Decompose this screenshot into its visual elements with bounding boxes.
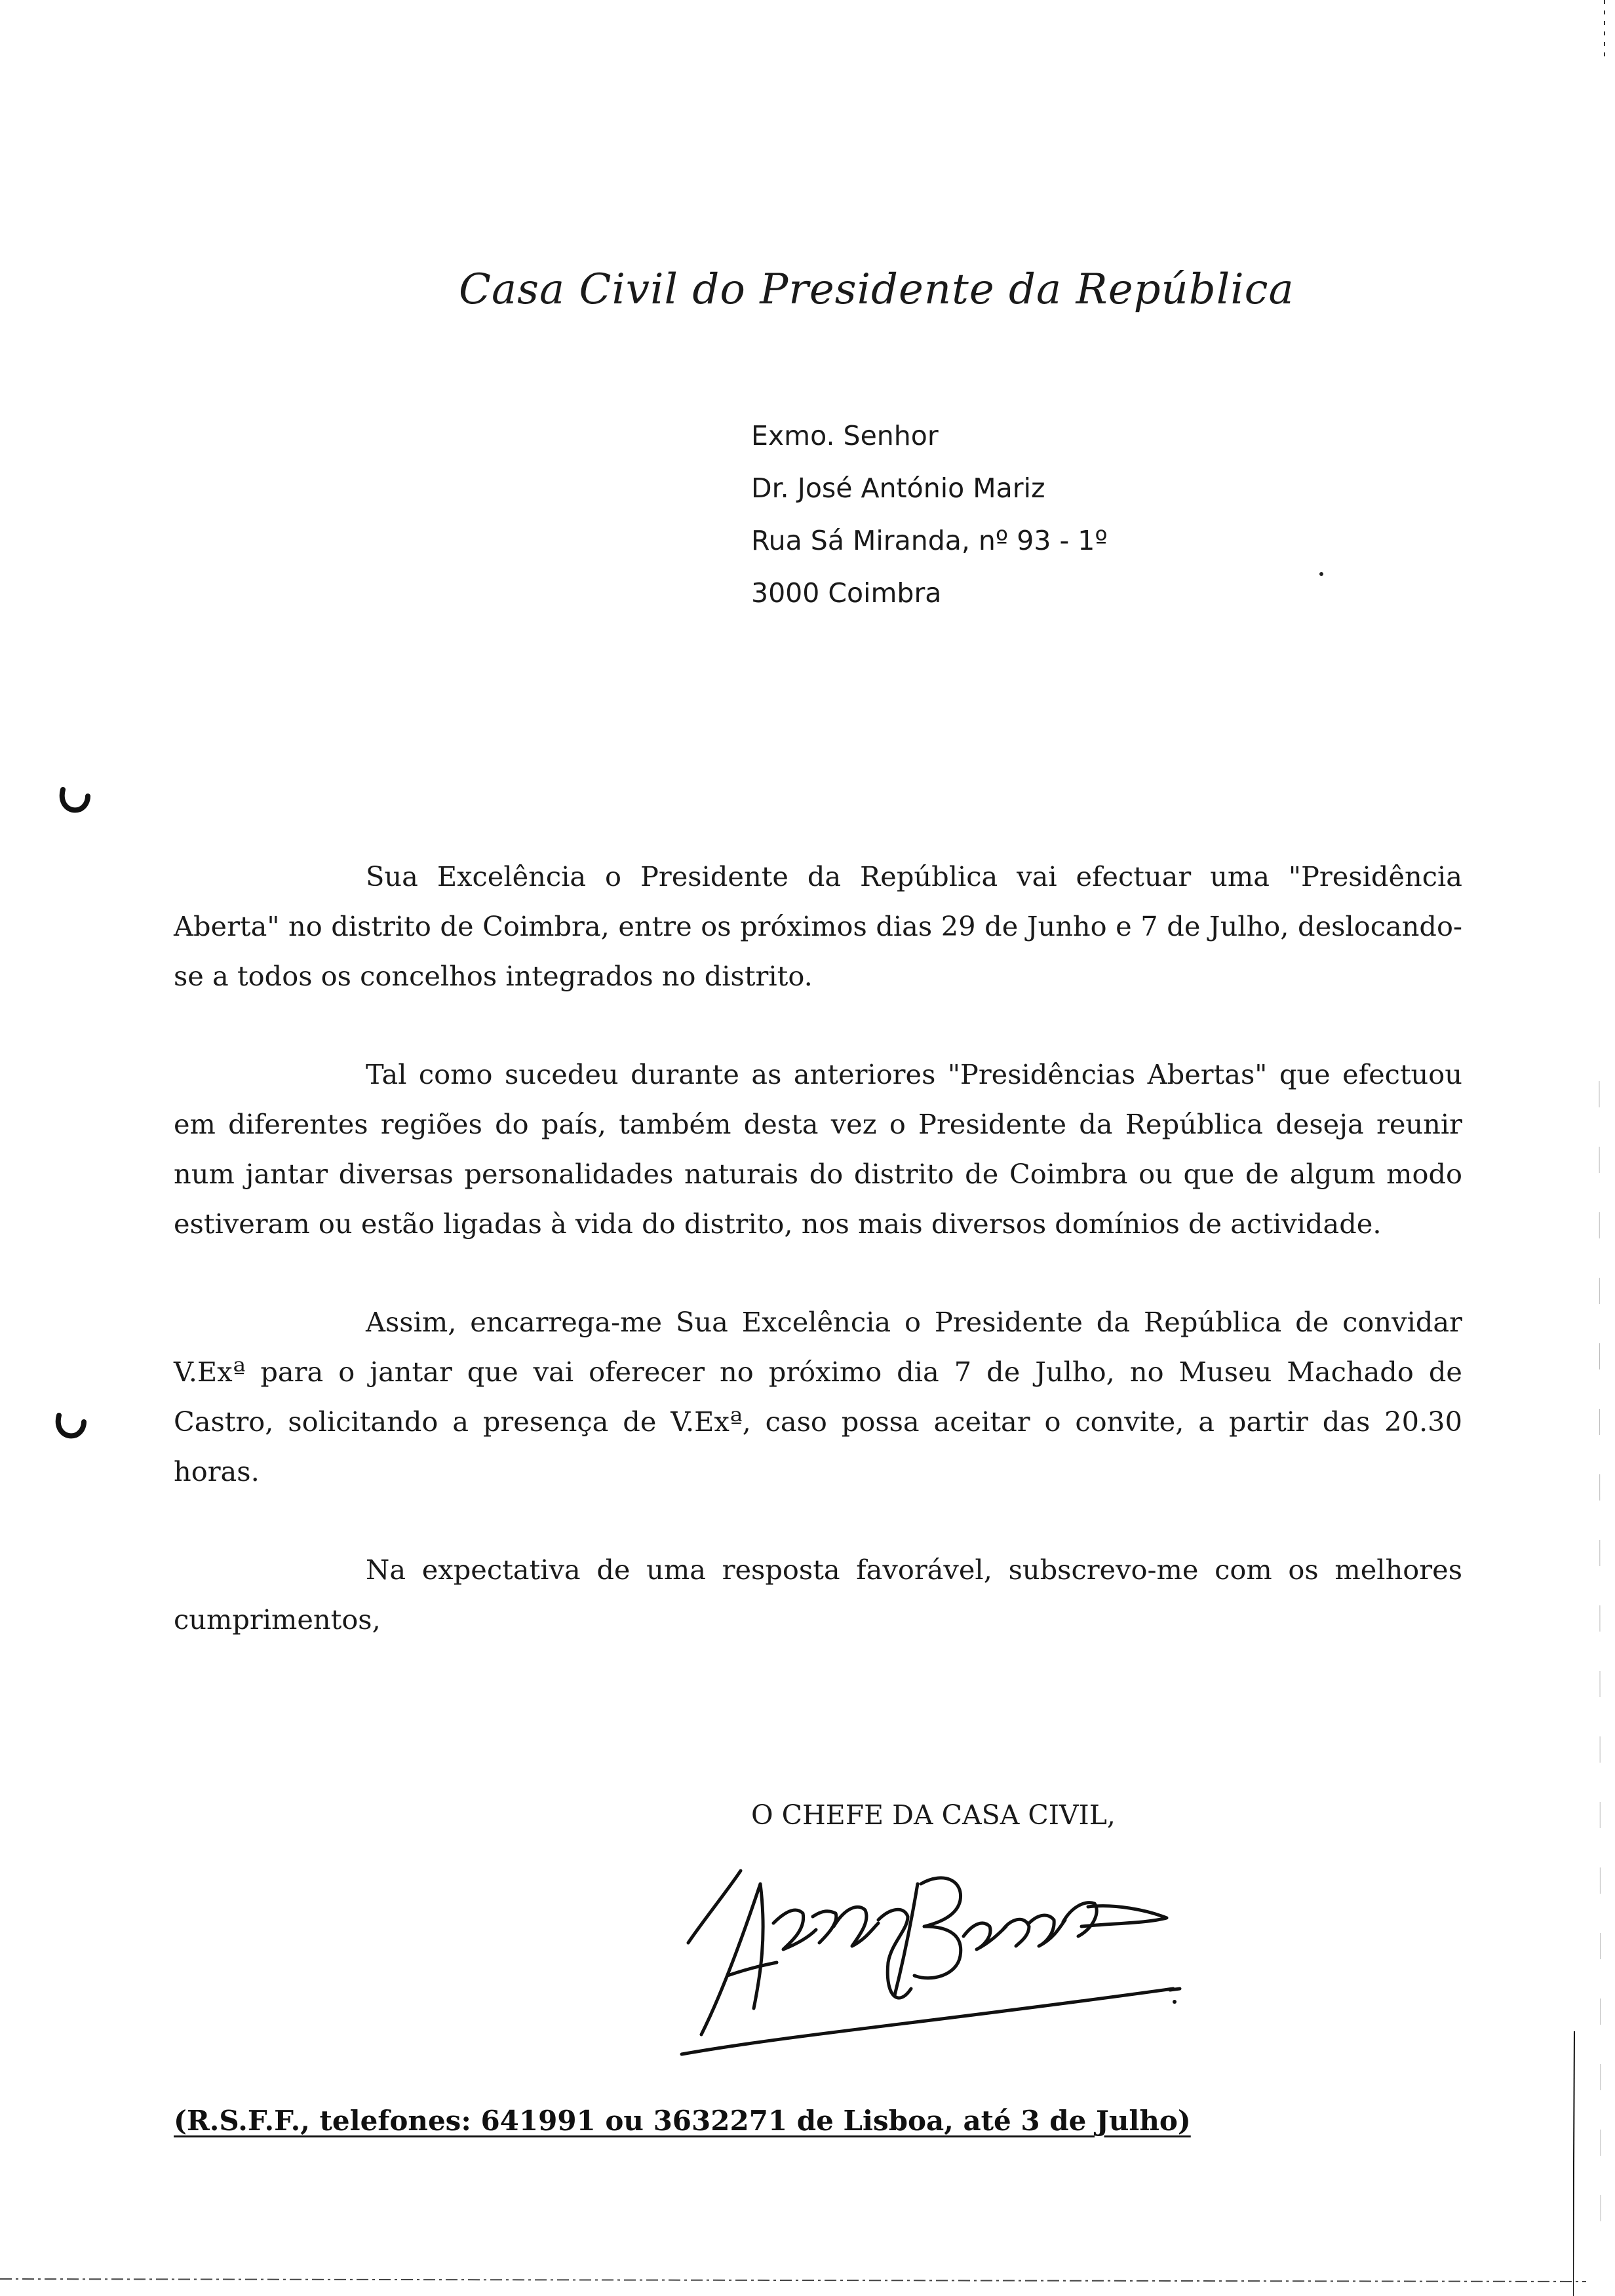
body-paragraph-1: Sua Excelência o Presidente da República vai efectuar uma "Presidência Aberta" no distrito de Coimbra, entre os próximos dias 29 de Junho e 7 de Julho, deslocando-se a todos os concelhos integrados no distrito.	[174, 860, 1462, 992]
recipient-street: Rua Sá Miranda, nº 93 - 1º	[751, 525, 1108, 556]
body-paragraph-3: Assim, encarrega-me Sua Excelência o Presidente da República de convidar V.Exª para o jantar que vai oferecer no próximo dia 7 de Julho, no Museu Machado de Castro, solicitando a presença de V.Exª, caso possa aceitar o convite, a partir das 20.30 horas.	[174, 1306, 1462, 1487]
signature	[662, 1845, 1186, 2061]
footer-note: (R.S.F.F., telefones: 641991 ou 3632271 de Lisboa, até 3 de Julho)	[174, 2105, 1191, 2137]
bottom-page-edge	[0, 2267, 1615, 2296]
closing-title: O CHEFE DA CASA CIVIL,	[751, 1799, 1116, 1831]
recipient-name: Dr. José António Mariz	[751, 472, 1045, 504]
punch-hole-top	[58, 783, 90, 816]
punch-hole-bottom	[54, 1409, 87, 1442]
body-paragraph-4: Na expectativa de uma resposta favorável, subscrevo-me com os melhores cumprimentos,	[174, 1554, 1462, 1636]
right-page-edge	[1573, 0, 1615, 2296]
letter-body	[174, 852, 1462, 1693]
letterhead: Casa Civil do Presidente da República	[459, 265, 1294, 314]
speck-mark	[1317, 570, 1325, 578]
recipient-salutation: Exmo. Senhor	[751, 420, 939, 451]
recipient-city: 3000 Coimbra	[751, 577, 942, 609]
recipient-address	[751, 410, 1108, 619]
body-paragraph-2: Tal como sucedeu durante as anteriores "Presidências Abertas" que efectuou em diferentes regiões do país, também desta vez o Presidente da República deseja reunir num jantar diversas personalidades naturais do distrito de Coimbra ou que de algum modo estiveram ou estão ligadas à vida do distrito, nos mais diversos domínios de actividade.	[174, 1058, 1462, 1240]
